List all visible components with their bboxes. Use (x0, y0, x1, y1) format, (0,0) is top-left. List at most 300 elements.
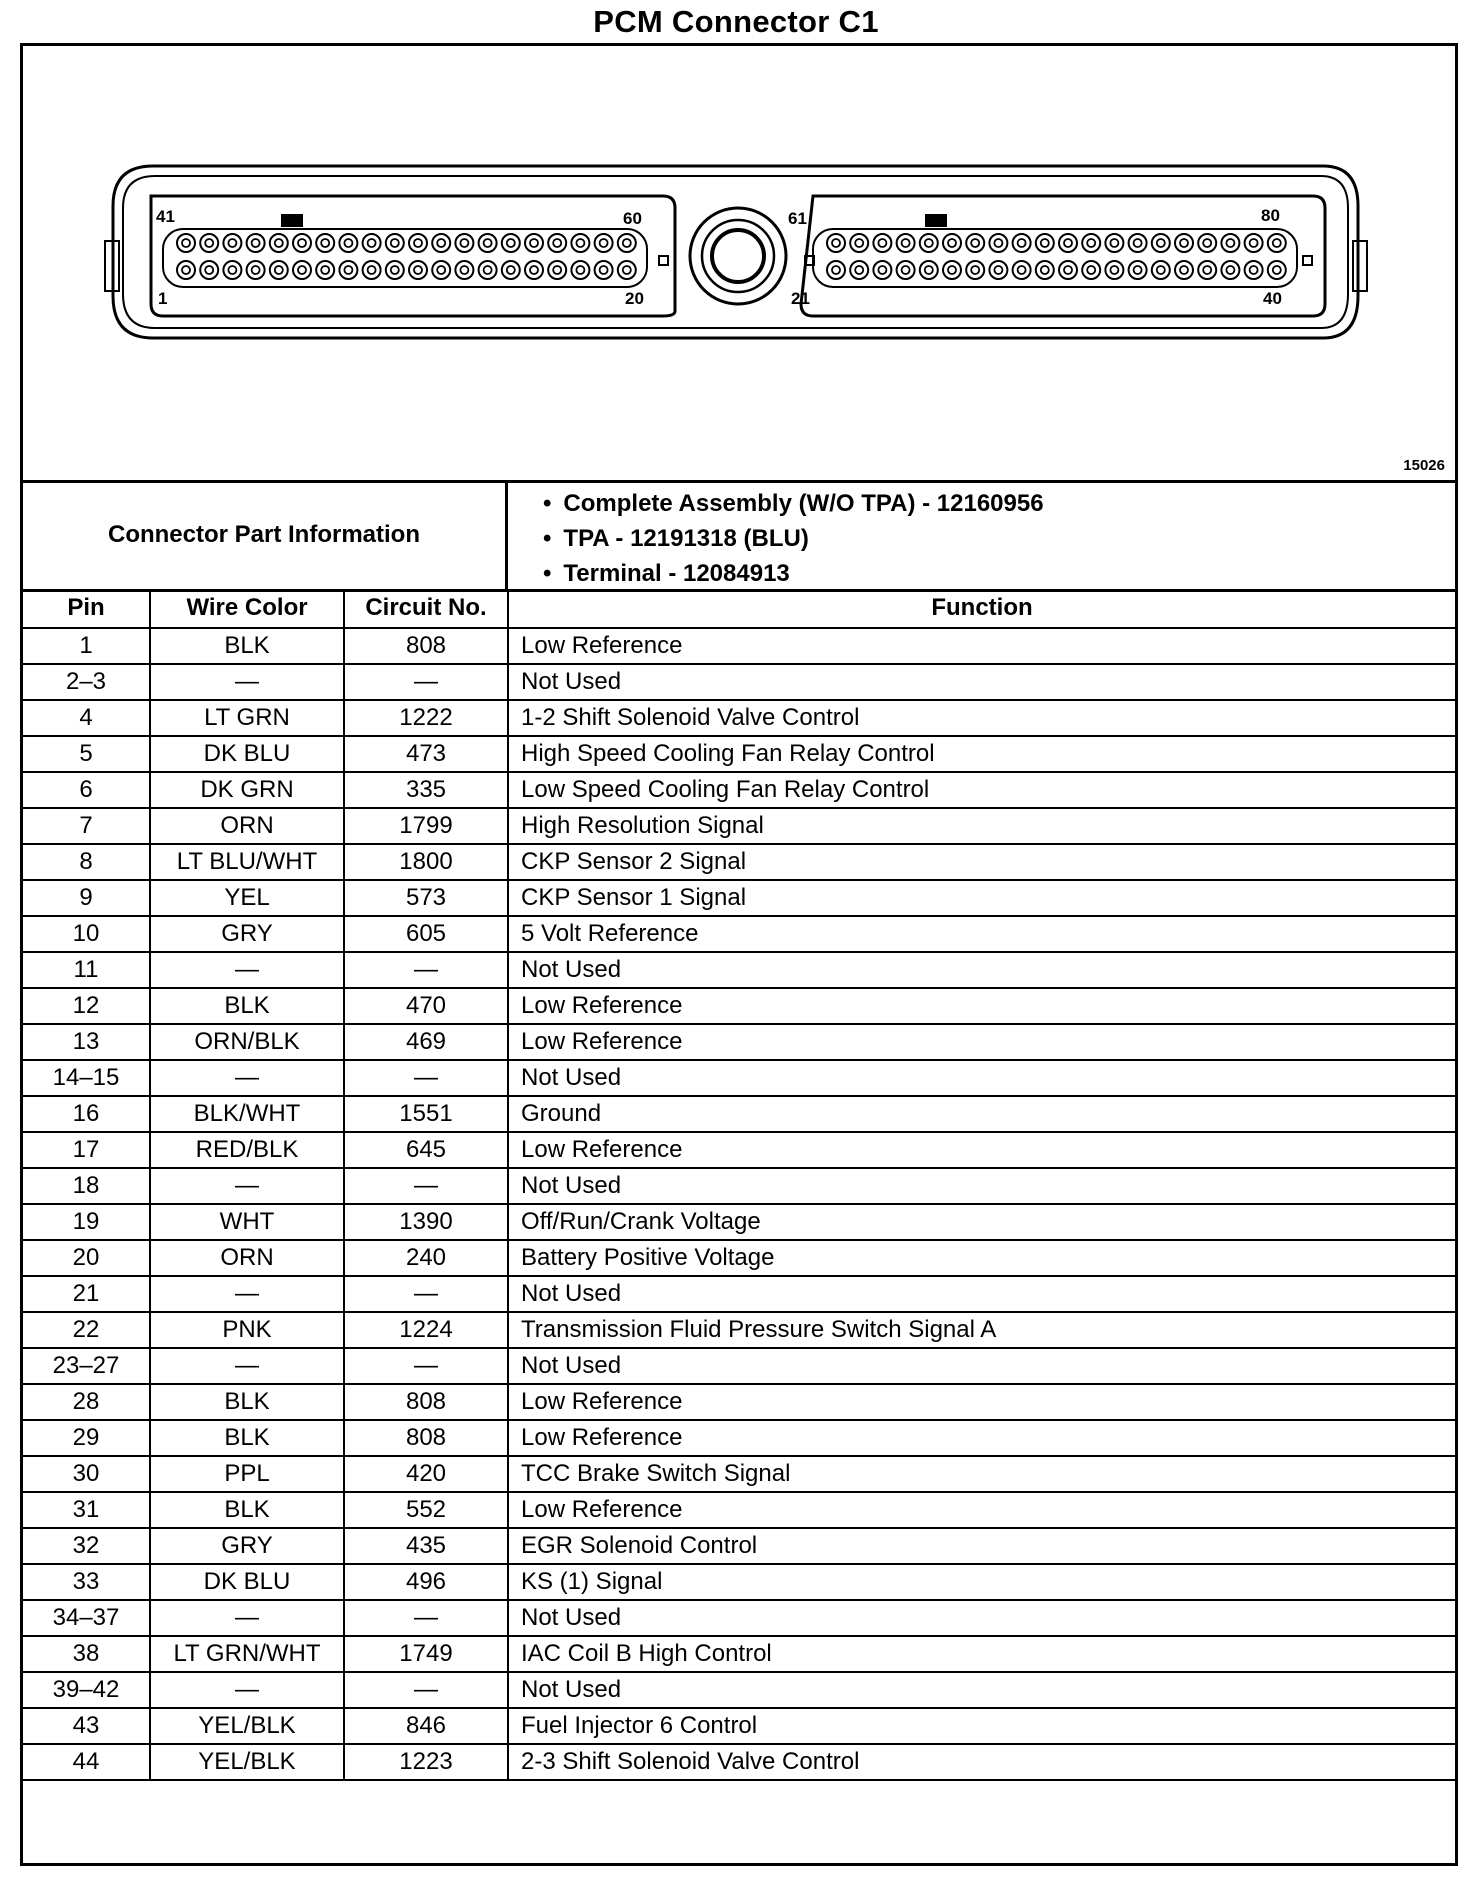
pin-label-80: 80 (1261, 206, 1280, 225)
wire-color-cell: — (150, 1672, 344, 1708)
left-pin-contact (414, 266, 422, 274)
circuit-no-cell: 808 (344, 628, 508, 664)
left-pin-cavity (502, 234, 520, 252)
header-function: Function (508, 589, 1455, 628)
pin-rows (23, 628, 1455, 1780)
right-pin-cavity (827, 234, 845, 252)
right-pin-cavity (1221, 261, 1239, 279)
pin-cell: 9 (23, 880, 150, 916)
table-row (23, 1636, 1455, 1672)
pin-cell: 11 (23, 952, 150, 988)
right-pin-cavity (1036, 261, 1054, 279)
circuit-no-cell: 473 (344, 736, 508, 772)
wire-color-cell: YEL/BLK (150, 1708, 344, 1744)
function-cell: KS (1) Signal (508, 1564, 1455, 1600)
pin-cell: 44 (23, 1744, 150, 1780)
wire-color-cell: BLK (150, 1492, 344, 1528)
left-pin-contact (460, 239, 468, 247)
pin-cell: 23–27 (23, 1348, 150, 1384)
pin-table (23, 589, 1455, 1781)
left-pin-cavity (502, 261, 520, 279)
function-cell: Low Reference (508, 628, 1455, 664)
left-pin-cavity (479, 261, 497, 279)
circuit-no-cell: 470 (344, 988, 508, 1024)
right-pin-contact (902, 239, 910, 247)
table-row (23, 916, 1455, 952)
left-polarization-tab (281, 214, 303, 227)
left-pin-cavity (432, 261, 450, 279)
table-row (23, 1060, 1455, 1096)
left-pin-cavity (386, 234, 404, 252)
right-pin-contact (878, 239, 886, 247)
circuit-no-cell: — (344, 1348, 508, 1384)
pin-label-21: 21 (791, 289, 810, 308)
left-pin-cavity (177, 261, 195, 279)
left-pin-contact (530, 239, 538, 247)
wire-color-cell: ORN/BLK (150, 1024, 344, 1060)
right-pin-contact (1157, 239, 1165, 247)
right-pin-contact (1180, 239, 1188, 247)
left-pin-cavity (177, 234, 195, 252)
left-pin-cavity (595, 261, 613, 279)
right-pin-contact (1110, 239, 1118, 247)
pin-cell: 5 (23, 736, 150, 772)
pin-cell: 29 (23, 1420, 150, 1456)
function-cell: CKP Sensor 1 Signal (508, 880, 1455, 916)
right-pin-cavity (920, 261, 938, 279)
figure-number: 15026 (1403, 457, 1445, 474)
right-pin-contact (971, 239, 979, 247)
left-pin-cavity (525, 261, 543, 279)
right-pin-contact (1064, 239, 1072, 247)
right-pin-contact (1180, 266, 1188, 274)
right-pin-cavity (1013, 234, 1031, 252)
pin-cell: 8 (23, 844, 150, 880)
right-pin-cavity (1175, 234, 1193, 252)
left-pin-cavity (293, 261, 311, 279)
pin-label-1: 1 (158, 289, 168, 308)
left-pin-contact (507, 266, 515, 274)
left-pin-contact (391, 266, 399, 274)
pin-cell: 33 (23, 1564, 150, 1600)
right-pin-contact (994, 239, 1002, 247)
left-pin-cavity (455, 234, 473, 252)
wire-color-cell: YEL/BLK (150, 1744, 344, 1780)
left-pin-contact (252, 239, 260, 247)
circuit-no-cell: 808 (344, 1384, 508, 1420)
left-pin-cavity (316, 234, 334, 252)
left-pin-contact (553, 266, 561, 274)
right-pin-contact (1018, 239, 1026, 247)
left-pin-contact (576, 239, 584, 247)
connector-info-list (543, 486, 1044, 591)
left-pin-cavity (479, 234, 497, 252)
right-pin-cavity (1245, 261, 1263, 279)
right-pin-cavity (850, 261, 868, 279)
left-pin-cavity (247, 234, 265, 252)
right-pin-contact (1018, 266, 1026, 274)
table-row (23, 700, 1455, 736)
pin-cell: 6 (23, 772, 150, 808)
function-cell: High Speed Cooling Fan Relay Control (508, 736, 1455, 772)
center-bolt-core (712, 230, 764, 282)
wire-color-cell: BLK (150, 628, 344, 664)
wire-color-cell: ORN (150, 1240, 344, 1276)
right-pin-cavity (1152, 261, 1170, 279)
function-cell: Not Used (508, 1672, 1455, 1708)
table-row (23, 1096, 1455, 1132)
left-pin-contact (530, 266, 538, 274)
right-pin-cavity (1129, 234, 1147, 252)
pin-cell: 38 (23, 1636, 150, 1672)
table-row (23, 808, 1455, 844)
function-cell: EGR Solenoid Control (508, 1528, 1455, 1564)
function-cell: Ground (508, 1096, 1455, 1132)
left-pin-contact (252, 266, 260, 274)
right-pin-contact (971, 266, 979, 274)
function-cell: Low Speed Cooling Fan Relay Control (508, 772, 1455, 808)
table-row (23, 1456, 1455, 1492)
table-row (23, 1312, 1455, 1348)
circuit-no-cell: — (344, 1060, 508, 1096)
left-pin-cavities (177, 234, 636, 279)
left-pin-contact (182, 239, 190, 247)
left-pin-cavity (432, 234, 450, 252)
right-pin-contact (1134, 239, 1142, 247)
right-pin-contact (1041, 239, 1049, 247)
wire-color-cell: YEL (150, 880, 344, 916)
right-pin-cavity (1059, 261, 1077, 279)
circuit-no-cell: 808 (344, 1420, 508, 1456)
wire-color-cell: WHT (150, 1204, 344, 1240)
wire-color-cell: — (150, 1060, 344, 1096)
circuit-no-cell: 1224 (344, 1312, 508, 1348)
table-row (23, 1528, 1455, 1564)
pin-cell: 2–3 (23, 664, 150, 700)
right-pin-cavities (827, 234, 1286, 279)
circuit-no-cell: 552 (344, 1492, 508, 1528)
table-row (23, 1168, 1455, 1204)
terminal-part: • Terminal - 12084913 (543, 556, 1044, 591)
left-pin-contact (553, 239, 561, 247)
left-pin-cavity (339, 234, 357, 252)
circuit-no-cell: 1222 (344, 700, 508, 736)
left-pin-cavity (548, 261, 566, 279)
circuit-no-cell: 435 (344, 1528, 508, 1564)
table-row (23, 1672, 1455, 1708)
table-row (23, 844, 1455, 880)
left-pin-contact (205, 266, 213, 274)
wire-color-cell: LT GRN/WHT (150, 1636, 344, 1672)
left-pin-cavity (270, 261, 288, 279)
left-pin-contact (321, 239, 329, 247)
table-row (23, 664, 1455, 700)
circuit-no-cell: 469 (344, 1024, 508, 1060)
wire-color-cell: GRY (150, 1528, 344, 1564)
right-pin-contact (1273, 239, 1281, 247)
header-circuit-no: Circuit No. (344, 589, 508, 628)
wire-color-cell: — (150, 1168, 344, 1204)
circuit-no-cell: 1800 (344, 844, 508, 880)
connector-diagram (23, 46, 1455, 483)
function-cell: Not Used (508, 1276, 1455, 1312)
pin-cell: 30 (23, 1456, 150, 1492)
right-pin-cavity (1013, 261, 1031, 279)
right-pin-cavity (1036, 234, 1054, 252)
wire-color-cell: — (150, 1348, 344, 1384)
left-pin-cavity (223, 261, 241, 279)
left-pin-contact (576, 266, 584, 274)
left-pin-contact (507, 239, 515, 247)
circuit-no-cell: — (344, 1168, 508, 1204)
right-pin-cavity (873, 234, 891, 252)
header-wire-color: Wire Color (150, 589, 344, 628)
function-cell: Not Used (508, 1168, 1455, 1204)
function-cell: IAC Coil B High Control (508, 1636, 1455, 1672)
pin-cell: 1 (23, 628, 150, 664)
circuit-no-cell: 420 (344, 1456, 508, 1492)
right-pin-cavity (850, 234, 868, 252)
function-cell: 5 Volt Reference (508, 916, 1455, 952)
function-cell: Low Reference (508, 1024, 1455, 1060)
wire-color-cell: — (150, 1276, 344, 1312)
left-pin-contact (437, 266, 445, 274)
circuit-no-cell: 1799 (344, 808, 508, 844)
right-pin-cavity (897, 234, 915, 252)
function-cell: Not Used (508, 664, 1455, 700)
right-pin-contact (855, 239, 863, 247)
right-pin-cavity (1129, 261, 1147, 279)
wire-color-cell: DK BLU (150, 736, 344, 772)
wire-color-cell: BLK (150, 1384, 344, 1420)
circuit-no-cell: 846 (344, 1708, 508, 1744)
wire-color-cell: GRY (150, 916, 344, 952)
wire-color-cell: PNK (150, 1312, 344, 1348)
left-pin-cavity (409, 234, 427, 252)
left-pin-contact (228, 239, 236, 247)
circuit-no-cell: — (344, 1600, 508, 1636)
right-pin-cavity (827, 261, 845, 279)
function-cell: TCC Brake Switch Signal (508, 1456, 1455, 1492)
left-pin-contact (344, 266, 352, 274)
table-row (23, 772, 1455, 808)
wire-color-cell: ORN (150, 808, 344, 844)
right-polarization-tab (925, 214, 947, 227)
function-cell: CKP Sensor 2 Signal (508, 844, 1455, 880)
table-row (23, 1348, 1455, 1384)
pin-label-60: 60 (623, 209, 642, 228)
pin-cell: 39–42 (23, 1672, 150, 1708)
table-row (23, 952, 1455, 988)
left-pin-cavity (595, 234, 613, 252)
function-cell: Low Reference (508, 1492, 1455, 1528)
table-row (23, 1240, 1455, 1276)
circuit-no-cell: 645 (344, 1132, 508, 1168)
table-row (23, 1492, 1455, 1528)
left-pin-contact (600, 239, 608, 247)
left-pin-cavity (200, 234, 218, 252)
right-key-square (1303, 256, 1312, 265)
page-title: PCM Connector C1 (593, 4, 879, 39)
left-pin-contact (437, 239, 445, 247)
right-pin-contact (1157, 266, 1165, 274)
right-pin-cavity (1059, 234, 1077, 252)
right-pin-cavity (1082, 261, 1100, 279)
wire-color-cell: RED/BLK (150, 1132, 344, 1168)
tpa-part: • TPA - 12191318 (BLU) (543, 521, 1044, 556)
right-pin-cavity (966, 234, 984, 252)
pin-cell: 19 (23, 1204, 150, 1240)
left-pin-cavity (571, 261, 589, 279)
circuit-no-cell: — (344, 1672, 508, 1708)
right-pin-contact (1064, 266, 1072, 274)
left-pin-cavity (200, 261, 218, 279)
function-cell: Off/Run/Crank Voltage (508, 1204, 1455, 1240)
pin-cell: 31 (23, 1492, 150, 1528)
table-row (23, 1600, 1455, 1636)
function-cell: Transmission Fluid Pressure Switch Signal A (508, 1312, 1455, 1348)
function-cell: Low Reference (508, 1132, 1455, 1168)
pin-label-20: 20 (625, 289, 644, 308)
function-cell: Battery Positive Voltage (508, 1240, 1455, 1276)
right-pin-cavity (897, 261, 915, 279)
left-pin-contact (275, 266, 283, 274)
right-pin-contact (1226, 239, 1234, 247)
left-pin-contact (228, 266, 236, 274)
left-pin-cavity (270, 234, 288, 252)
pin-cell: 18 (23, 1168, 150, 1204)
left-pin-cavity (363, 261, 381, 279)
function-cell: Not Used (508, 1600, 1455, 1636)
left-key-square (659, 256, 668, 265)
left-pin-contact (484, 239, 492, 247)
left-pin-contact (368, 239, 376, 247)
left-pin-contact (368, 266, 376, 274)
right-pin-contact (948, 239, 956, 247)
connector-part-info (23, 480, 1455, 592)
right-pin-cavity (873, 261, 891, 279)
circuit-no-cell: — (344, 952, 508, 988)
wire-color-cell: — (150, 952, 344, 988)
function-cell: Not Used (508, 1348, 1455, 1384)
right-pin-contact (1087, 266, 1095, 274)
right-pin-cavity (1245, 234, 1263, 252)
table-row (23, 1276, 1455, 1312)
right-pin-cavity (1221, 234, 1239, 252)
right-pin-cavity (1198, 261, 1216, 279)
wire-color-cell: BLK/WHT (150, 1096, 344, 1132)
header-pin: Pin (23, 589, 150, 628)
right-pin-contact (1203, 266, 1211, 274)
left-pin-cavity (455, 261, 473, 279)
pin-cell: 32 (23, 1528, 150, 1564)
right-pin-cavity (1268, 261, 1286, 279)
left-pin-cavity (316, 261, 334, 279)
circuit-no-cell: — (344, 664, 508, 700)
left-pin-contact (623, 266, 631, 274)
left-pin-cavity (386, 261, 404, 279)
right-pin-contact (994, 266, 1002, 274)
table-row (23, 1024, 1455, 1060)
function-cell: Low Reference (508, 1384, 1455, 1420)
right-pin-cavity (1175, 261, 1193, 279)
left-pin-cavity (525, 234, 543, 252)
wire-color-cell: DK BLU (150, 1564, 344, 1600)
right-pin-cavity (966, 261, 984, 279)
function-cell: Low Reference (508, 1420, 1455, 1456)
left-pin-contact (298, 239, 306, 247)
wire-color-cell: PPL (150, 1456, 344, 1492)
left-pin-contact (275, 239, 283, 247)
right-pin-cavity (1082, 234, 1100, 252)
right-pin-cavity (920, 234, 938, 252)
left-pin-cavity (548, 234, 566, 252)
function-cell: Fuel Injector 6 Control (508, 1708, 1455, 1744)
right-pin-contact (1250, 266, 1258, 274)
wire-color-cell: BLK (150, 1420, 344, 1456)
circuit-no-cell: 1390 (344, 1204, 508, 1240)
left-pin-contact (623, 239, 631, 247)
pin-cell: 4 (23, 700, 150, 736)
table-row (23, 736, 1455, 772)
right-latch (1353, 241, 1367, 291)
table-row (23, 1564, 1455, 1600)
right-pin-contact (925, 239, 933, 247)
left-pin-contact (182, 266, 190, 274)
table-row (23, 988, 1455, 1024)
wire-color-cell: BLK (150, 988, 344, 1024)
left-pin-contact (298, 266, 306, 274)
left-pin-cavity (247, 261, 265, 279)
pin-cell: 22 (23, 1312, 150, 1348)
pin-label-41: 41 (156, 207, 175, 226)
connector-illustration (23, 46, 1455, 480)
left-pin-cavity (223, 234, 241, 252)
right-pin-contact (1110, 266, 1118, 274)
left-pin-contact (205, 239, 213, 247)
right-pin-cavity (1198, 234, 1216, 252)
left-pin-contact (414, 239, 422, 247)
pin-cell: 14–15 (23, 1060, 150, 1096)
complete-assembly-part: • Complete Assembly (W/O TPA) - 12160956 (543, 486, 1044, 521)
right-pin-contact (832, 239, 840, 247)
circuit-no-cell: 1551 (344, 1096, 508, 1132)
left-pin-contact (460, 266, 468, 274)
left-pin-contact (344, 239, 352, 247)
right-pin-cavity (1268, 234, 1286, 252)
wire-color-cell: LT GRN (150, 700, 344, 736)
left-pin-cavity (293, 234, 311, 252)
document-frame (20, 43, 1458, 1866)
pin-cell: 21 (23, 1276, 150, 1312)
pin-label-40: 40 (1263, 289, 1282, 308)
right-pin-contact (925, 266, 933, 274)
table-row (23, 1744, 1455, 1780)
function-cell: Low Reference (508, 988, 1455, 1024)
function-cell: 1-2 Shift Solenoid Valve Control (508, 700, 1455, 736)
left-pin-cavity (571, 234, 589, 252)
right-pin-contact (1273, 266, 1281, 274)
circuit-no-cell: 240 (344, 1240, 508, 1276)
right-pin-cavity (1105, 261, 1123, 279)
pin-cell: 16 (23, 1096, 150, 1132)
function-cell: 2-3 Shift Solenoid Valve Control (508, 1744, 1455, 1780)
right-pin-cavity (989, 234, 1007, 252)
left-pin-block (151, 196, 675, 316)
circuit-no-cell: 496 (344, 1564, 508, 1600)
left-pin-cavity (618, 261, 636, 279)
table-row (23, 880, 1455, 916)
